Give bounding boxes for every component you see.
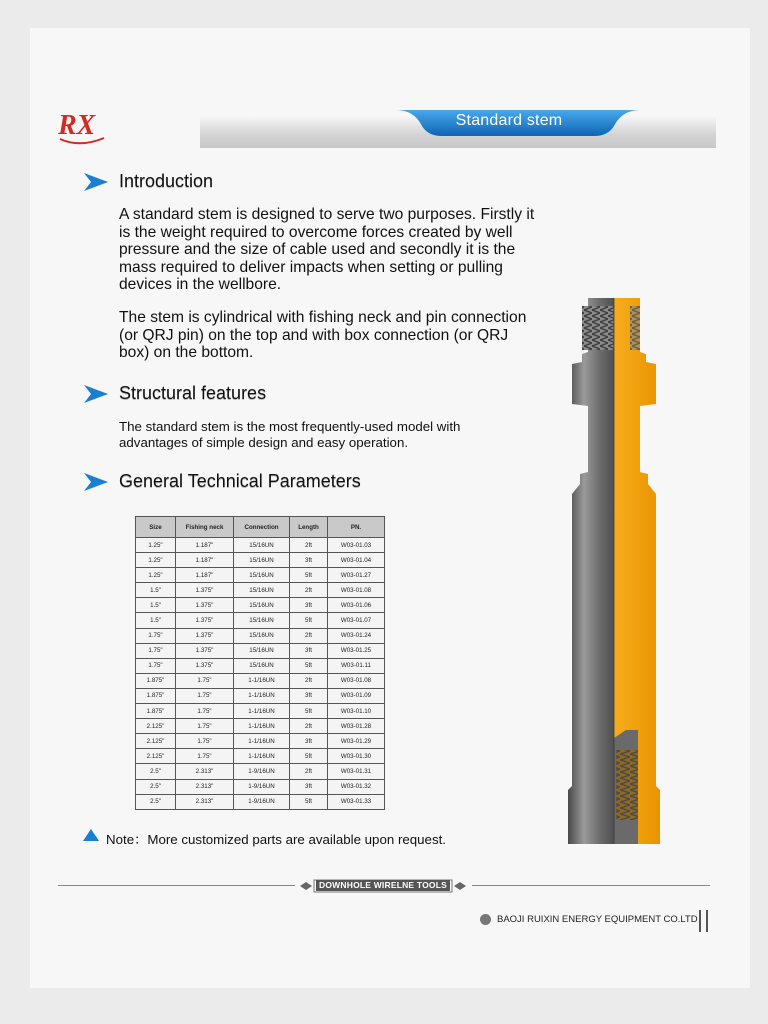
company-name: BAOJI RUIXIN ENERGY EQUIPMENT CO.LTD — [497, 914, 698, 925]
size-cell: 1.25" — [136, 553, 176, 568]
table-row — [136, 688, 385, 703]
fishing-neck-cell: 1.375" — [176, 613, 234, 628]
pn-cell: W03-01.08 — [328, 673, 385, 688]
pn-cell: W03-01.11 — [328, 658, 385, 673]
size-cell: 1.75" — [136, 658, 176, 673]
length-cell: 5ft — [290, 568, 328, 583]
page-title: Standard stem — [455, 112, 563, 129]
size-cell: 2.5" — [136, 779, 176, 794]
table-row — [136, 719, 385, 734]
note-text: Note：More customized parts are available upon request. — [106, 832, 446, 847]
fishing-neck-cell: 2.313" — [176, 794, 234, 809]
pn-cell: W03-01.31 — [328, 764, 385, 779]
connection-cell: 1-9/16UN — [234, 794, 290, 809]
fishing-neck-cell: 1.187" — [176, 553, 234, 568]
connection-cell: 15/16UN — [234, 598, 290, 613]
fishing-neck-cell: 1.375" — [176, 658, 234, 673]
parameters-table — [135, 516, 385, 810]
pn-cell: W03-01.06 — [328, 598, 385, 613]
connection-cell: 15/16UN — [234, 583, 290, 598]
connection-cell: 15/16UN — [234, 658, 290, 673]
length-cell: 3ft — [290, 734, 328, 749]
size-cell: 1.5" — [136, 598, 176, 613]
connection-cell: 1-9/16UN — [234, 779, 290, 794]
pn-cell: W03-01.04 — [328, 553, 385, 568]
connection-cell: 15/16UN — [234, 613, 290, 628]
section-arrow-icon — [84, 473, 108, 491]
length-cell: 2ft — [290, 628, 328, 643]
pn-cell: W03-01.24 — [328, 628, 385, 643]
length-cell: 3ft — [290, 688, 328, 703]
connection-cell: 1-1/16UN — [234, 749, 290, 764]
table-row — [136, 704, 385, 719]
length-cell: 2ft — [290, 538, 328, 553]
column-header-fishing-neck: Fishing neck — [176, 517, 234, 538]
size-cell: 2.5" — [136, 764, 176, 779]
table-row — [136, 568, 385, 583]
fishing-neck-cell: 1.75" — [176, 688, 234, 703]
introduction-paragraph-1: A standard stem is designed to serve two purposes. Firstly it is the weight required to overcome forces created by well pressure and the size of cable used and secondly it is the mass required to deliver impacts when setting or pulling devices in the wellbore. — [119, 206, 535, 293]
table-row — [136, 673, 385, 688]
column-header-length: Length — [290, 517, 328, 538]
pn-cell: W03-01.29 — [328, 734, 385, 749]
size-cell: 2.5" — [136, 794, 176, 809]
length-cell: 2ft — [290, 583, 328, 598]
structural-features-heading: Structural features — [119, 383, 267, 403]
size-cell: 1.75" — [136, 643, 176, 658]
length-cell: 5ft — [290, 794, 328, 809]
note-triangle-icon — [83, 829, 99, 841]
length-cell: 5ft — [290, 749, 328, 764]
fishing-neck-cell: 1.375" — [176, 583, 234, 598]
table-header-row — [136, 517, 385, 538]
connection-cell: 1-1/16UN — [234, 688, 290, 703]
pn-cell: W03-01.28 — [328, 719, 385, 734]
size-cell: 1.875" — [136, 704, 176, 719]
size-cell: 1.875" — [136, 688, 176, 703]
connection-cell: 15/16UN — [234, 643, 290, 658]
svg-text:RX: RX — [58, 110, 96, 141]
length-cell: 5ft — [290, 658, 328, 673]
table-row — [136, 658, 385, 673]
pn-cell: W03-01.07 — [328, 613, 385, 628]
pn-cell: W03-01.27 — [328, 568, 385, 583]
fishing-neck-cell: 1.375" — [176, 628, 234, 643]
technical-parameters-heading: General Technical Parameters — [119, 471, 361, 491]
connection-cell: 1-9/16UN — [234, 764, 290, 779]
structural-features-text: The standard stem is the most frequently-used model with advantages of simple design and easy operation. — [119, 419, 461, 450]
size-cell: 1.5" — [136, 613, 176, 628]
length-cell: 5ft — [290, 613, 328, 628]
length-cell: 3ft — [290, 553, 328, 568]
pn-cell: W03-01.10 — [328, 704, 385, 719]
fishing-neck-cell: 1.375" — [176, 643, 234, 658]
connection-cell: 15/16UN — [234, 628, 290, 643]
pn-cell: W03-01.03 — [328, 538, 385, 553]
length-cell: 3ft — [290, 643, 328, 658]
column-header-connection: Connection — [234, 517, 290, 538]
size-cell: 2.125" — [136, 734, 176, 749]
connection-cell: 1-1/16UN — [234, 734, 290, 749]
table-row — [136, 794, 385, 809]
connection-cell: 1-1/16UN — [234, 704, 290, 719]
pn-cell: W03-01.32 — [328, 779, 385, 794]
table-row — [136, 628, 385, 643]
table-row — [136, 779, 385, 794]
fishing-neck-cell: 1.75" — [176, 749, 234, 764]
length-cell: 2ft — [290, 764, 328, 779]
page-edge-bars-icon — [698, 910, 710, 932]
fishing-neck-cell: 1.75" — [176, 719, 234, 734]
pn-cell: W03-01.33 — [328, 794, 385, 809]
connection-cell: 1-1/16UN — [234, 719, 290, 734]
section-arrow-icon — [84, 173, 108, 191]
fishing-neck-cell: 1.187" — [176, 568, 234, 583]
column-header-pn: PN. — [328, 517, 385, 538]
fishing-neck-cell: 1.75" — [176, 734, 234, 749]
fishing-neck-cell: 1.75" — [176, 673, 234, 688]
fishing-neck-cell: 1.75" — [176, 704, 234, 719]
length-cell: 5ft — [290, 704, 328, 719]
length-cell: 2ft — [290, 673, 328, 688]
size-cell: 1.25" — [136, 568, 176, 583]
length-cell: 3ft — [290, 598, 328, 613]
company-bullet-icon — [480, 914, 491, 925]
table-row — [136, 598, 385, 613]
footer-badge-label: DOWNHOLE WIRELNE TOOLS — [316, 880, 450, 891]
fishing-neck-cell: 2.313" — [176, 779, 234, 794]
table-row — [136, 749, 385, 764]
size-cell: 1.75" — [136, 628, 176, 643]
table-row — [136, 734, 385, 749]
introduction-paragraph-2: The stem is cylindrical with fishing neck and pin connection (or QRJ pin) on the top and with box connection (or QRJ box) on the bottom. — [119, 309, 527, 361]
introduction-heading: Introduction — [119, 171, 214, 191]
footer-divider-left — [58, 885, 295, 886]
connection-cell: 15/16UN — [234, 553, 290, 568]
pn-cell: W03-01.08 — [328, 583, 385, 598]
table-row — [136, 764, 385, 779]
pn-cell: W03-01.09 — [328, 688, 385, 703]
fishing-neck-cell: 1.187" — [176, 538, 234, 553]
table-row — [136, 613, 385, 628]
size-cell: 1.5" — [136, 583, 176, 598]
pn-cell: W03-01.25 — [328, 643, 385, 658]
fishing-neck-cell: 1.375" — [176, 598, 234, 613]
length-cell: 2ft — [290, 719, 328, 734]
fishing-neck-cell: 2.313" — [176, 764, 234, 779]
connection-cell: 15/16UN — [234, 568, 290, 583]
pn-cell: W03-01.30 — [328, 749, 385, 764]
size-cell: 1.875" — [136, 673, 176, 688]
footer-divider-right — [472, 885, 710, 886]
section-arrow-icon — [84, 385, 108, 403]
connection-cell: 1-1/16UN — [234, 673, 290, 688]
company-logo — [56, 108, 108, 148]
standard-stem-illustration — [560, 298, 670, 844]
column-header-size: Size — [136, 517, 176, 538]
length-cell: 3ft — [290, 779, 328, 794]
connection-cell: 15/16UN — [234, 538, 290, 553]
table-row — [136, 553, 385, 568]
table-row — [136, 643, 385, 658]
table-row — [136, 583, 385, 598]
size-cell: 1.25" — [136, 538, 176, 553]
table-row — [136, 538, 385, 553]
size-cell: 2.125" — [136, 719, 176, 734]
size-cell: 2.125" — [136, 749, 176, 764]
